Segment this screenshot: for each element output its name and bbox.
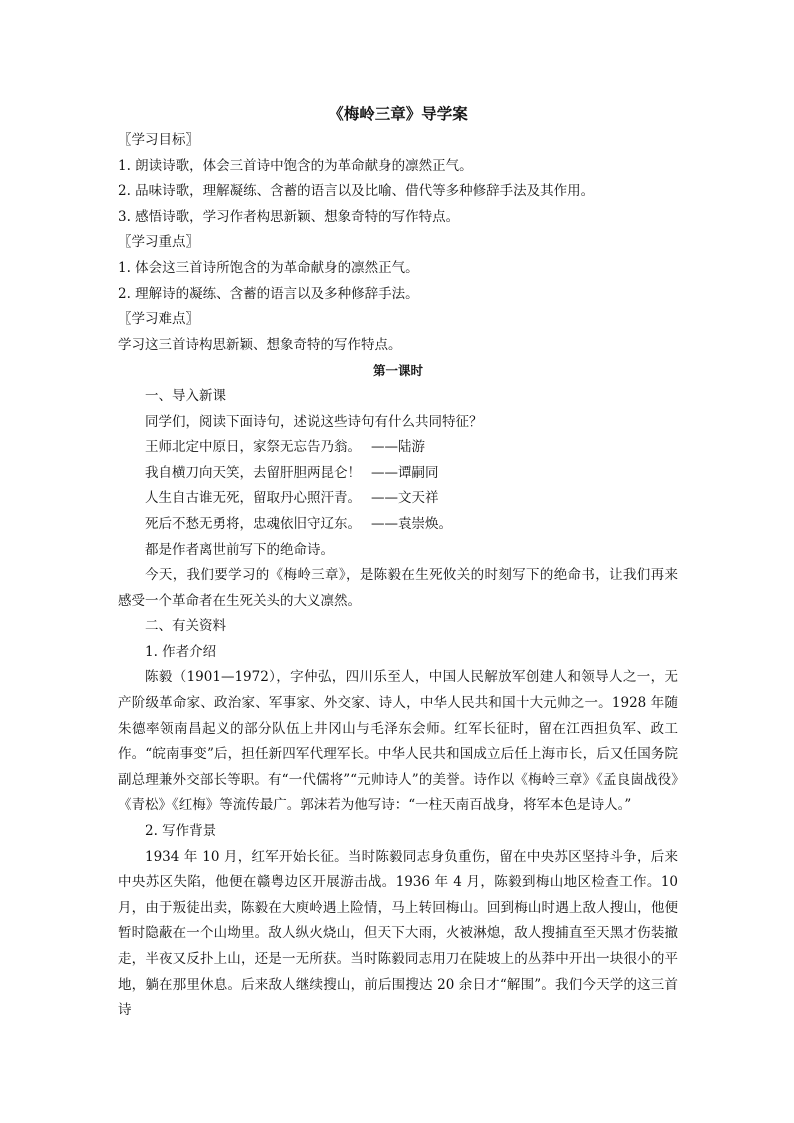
poem-author: ——袁崇焕。 [371,515,452,532]
poem-text: 死后不愁无勇将，忠魂依旧守辽东。 [145,515,361,532]
intro-question: 同学们，阅读下面诗句，述说这些诗句有什么共同特征？ [145,413,483,430]
poem-author: ——谭嗣同 [371,464,439,481]
key-point-item: 1. 体会这三首诗所饱含的为革命献身的凛然正气。 [118,259,419,276]
subsection-heading: 2. 写作背景 [145,823,217,840]
poem-line [118,461,678,487]
author-paragraph: 陈毅（1901—1972），字仲弘，四川乐至人，中国人民解放军创建人和领导人之一，无产阶级革命家、政治家、军事家、外交家、诗人，中华人民共和国十大元帅之一。1928 年随朱德率领南昌起义的部分队伍上井冈山与毛泽东会师。红军长征时，留在江西担负军、政工作。“皖南事变”后，担任新四军代理军长。中华人民共和国成立后任上海市长，后又任国务院副总理兼外交部长等职。有“一代儒将”“元帅诗人”的美誉。诗作以《梅岭三章》《孟良崮战役》《青松》《红梅》等流传最广。郭沫若为他写诗：“一柱天南百战身，将军本色是诗人。” [118,669,678,814]
poem-author: ——文天祥 [371,490,439,507]
intro-paragraph: 今天，我们要学习的《梅岭三章》，是陈毅在生死攸关的时刻写下的绝命书，让我们再来感受一个革命者在生死关头的大义凛然。 [118,567,678,609]
goal-item: 2. 品味诗歌，理解凝练、含蓄的语言以及比喻、借代等多种修辞手法及其作用。 [118,183,595,200]
difficulty-text: 学习这三首诗构思新颖、想象奇特的写作特点。 [118,336,402,353]
subsection-heading: 1. 作者介绍 [145,643,217,660]
section-heading: 一、导入新课 [145,387,226,404]
lesson-heading: 第一课时 [372,363,423,379]
goal-item: 1. 朗读诗歌，体会三首诗中饱含的为革命献身的凛然正气。 [118,157,473,174]
poem-text: 我自横刀向天笑，去留肝胆两昆仑！ [145,464,361,481]
poem-text: 人生自古谁无死，留取丹心照汗青。 [145,490,361,507]
poem-line [118,512,678,538]
document-title: 《梅岭三章》导学案 [328,104,468,123]
poem-summary: 都是作者离世前写下的绝命诗。 [145,541,334,558]
poem-line [118,486,678,512]
goals-heading: 〖学习目标〗 [118,132,199,148]
document-page [118,100,678,1024]
key-point-item: 2. 理解诗的凝练、含蓄的语言以及多种修辞手法。 [118,285,419,302]
poem-text: 王师北定中原日，家祭无忘告乃翁。 [145,439,361,456]
difficulty-heading: 〖学习难点〗 [118,311,199,328]
poem-author: ——陆游 [371,439,425,456]
key-points-heading: 〖学习重点〗 [118,234,199,251]
background-paragraph: 1934 年 10 月，红军开始长征。当时陈毅同志身负重伤，留在中央苏区坚持斗争，后来中央苏区失陷，他便在赣粤边区开展游击战。1936 年 4 月，陈毅到梅山地区检查工作。10 月，由于叛徒出卖，陈毅在大庾岭遇上险情，马上转回梅山。回到梅山时遇上敌人搜山，他便暂时隐蔽在一个山坳里。敌人纵火烧山，但天下大雨，火被淋熄，敌人搜捕直至天黑才伤装撤走，半夜又反扑上山，还是一无所获。当时陈毅同志用刀在陡坡上的丛莽中开出一块很小的平地，躺在那里休息。后来敌人继续搜山，前后围搜达 20 余日才“解围”。我们今天学的这三首诗 [118,848,678,1019]
section-heading: 二、有关资料 [145,618,226,635]
poem-line [118,435,678,461]
goal-item: 3. 感悟诗歌，学习作者构思新颖、想象奇特的写作特点。 [118,208,460,225]
